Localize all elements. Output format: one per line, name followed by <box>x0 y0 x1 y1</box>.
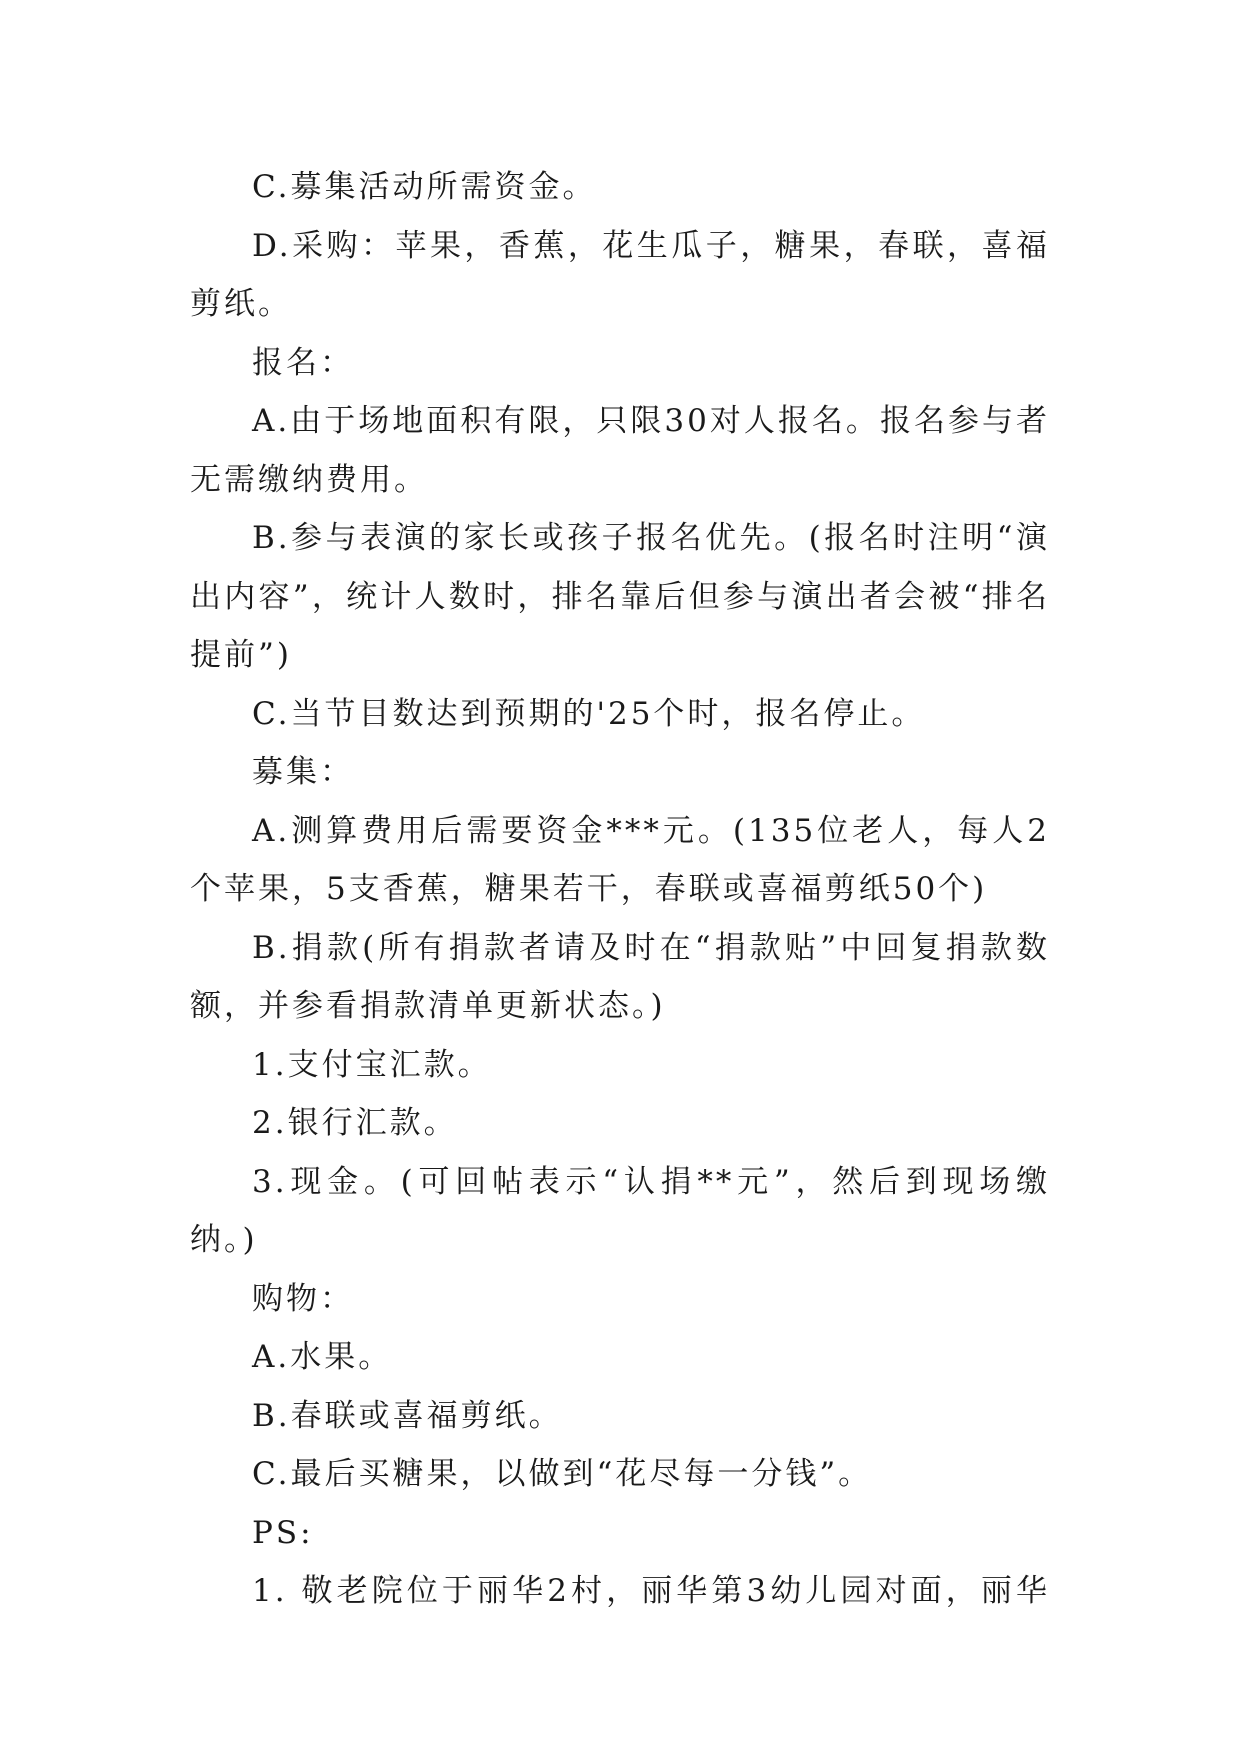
section-heading-ps: PS: <box>252 1514 314 1551</box>
paragraph-fundraising-goal: C.募集活动所需资金。 <box>252 169 597 205</box>
list-item-alipay: 1.支付宝汇款。 <box>252 1046 492 1083</box>
paragraph-ps-1: 1. 敬老院位于丽华2村，丽华第3幼儿园对面，丽华 <box>252 1573 1050 1609</box>
paragraph-shopping-a: A.水果。 <box>252 1339 393 1375</box>
paragraph-registration-c: C.当节目数达到预期的'25个时，报名停止。 <box>252 695 926 732</box>
paragraph-shopping-c: C.最后买糖果，以做到“花尽每一分钱”。 <box>252 1456 873 1492</box>
document-body <box>190 158 1050 1621</box>
section-heading-registration: 报名： <box>252 344 354 381</box>
paragraph-fundraising-a: A.测算费用后需要资金***元。(135位老人，每人2个苹果，5支香蕉，糖果若干，春联或喜福剪纸50个) <box>190 812 1050 907</box>
list-item-bank-transfer: 2.银行汇款。 <box>252 1105 458 1141</box>
section-heading-fundraising: 募集： <box>252 754 354 790</box>
paragraph-registration-a: A.由于场地面积有限，只限30对人报名。报名参与者无需缴纳费用。 <box>190 403 1050 498</box>
paragraph-purchase-list: D.采购：苹果，香蕉，花生瓜子，糖果，春联，喜福剪纸。 <box>190 227 1050 322</box>
paragraph-shopping-b: B.春联或喜福剪纸。 <box>252 1397 563 1434</box>
section-heading-shopping: 购物： <box>252 1280 354 1317</box>
paragraph-registration-b: B.参与表演的家长或孩子报名优先。(报名时注明“演出内容”，统计人数时，排名靠后但参与演出者会被“排名提前”) <box>190 520 1050 673</box>
list-item-cash: 3.现金。(可回帖表示“认捐**元”，然后到现场缴纳。) <box>190 1163 1050 1258</box>
paragraph-fundraising-b: B.捐款(所有捐款者请及时在“捐款贴”中回复捐款数额，并参看捐款清单更新状态。) <box>190 929 1050 1024</box>
